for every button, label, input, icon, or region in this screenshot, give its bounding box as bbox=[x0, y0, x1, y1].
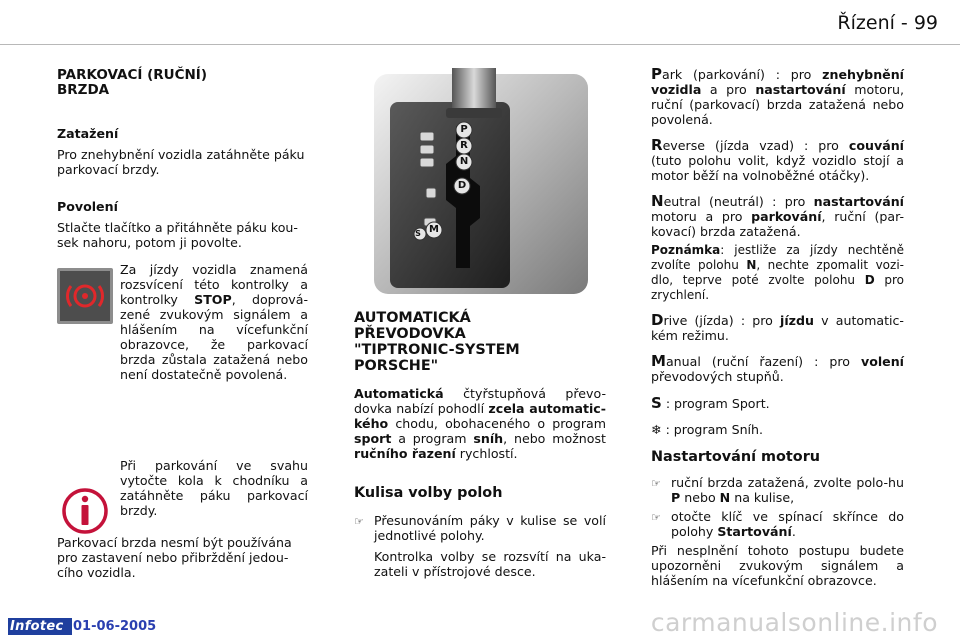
position-p: Park (parkování) : pro znehybnění vozidla a pro nastartování motoru, ruční (parkovací) brzda zatažená nebo povolená. bbox=[651, 65, 904, 127]
hand-pointer-icon: ☞ bbox=[651, 477, 661, 490]
gear-selector-photo bbox=[352, 68, 596, 296]
position-d: Drive (jízda) : pro jízdu v automatic-kém režimu. bbox=[651, 311, 904, 343]
gear-positions-section bbox=[651, 67, 904, 437]
position-r: Reverse (jízda vzad) : pro couvání (tuto polohu volit, když vozidlo stojí a motor běží na volnoběžné otáčky). bbox=[651, 136, 904, 183]
hand-pointer-icon: ☞ bbox=[354, 515, 364, 528]
engage-text: Pro znehybnění vozidla zatáhněte páku parkovací brzdy. bbox=[57, 147, 305, 177]
engage-title: Zatažení bbox=[57, 126, 119, 141]
selector-note: Kontrolka volby se rozsvítí na uka-zateli v přístrojové desce. bbox=[374, 549, 606, 579]
position-n: Neutral (neutrál) : pro nastartování motoru a pro parkování, ruční (par-kovací) brzda zatažená. bbox=[651, 192, 904, 239]
info-text: Při parkování ve svahu vytočte kola k chodníku a zatáhněte páku parkovací brzdy. bbox=[120, 458, 308, 518]
program-snow: ❄ : program Sníh. bbox=[651, 422, 764, 437]
brake-warning-icon bbox=[57, 268, 113, 324]
position-m: Manual (ruční řazení) : pro volení převodových stupňů. bbox=[651, 352, 904, 384]
page-title: Řízení - 99 bbox=[837, 12, 938, 34]
neutral-note: Poznámka: jestliže za jízdy nechtěně zvolíte polohu N, nechte zpomalit vozi-dlo, teprve poté zvolte polohu D pro zrychlení. bbox=[651, 243, 905, 302]
selector-heading: Kulisa volby poloh bbox=[354, 485, 503, 501]
brake-warning-text: Za jízdy vozidla znamená rozsvícení této kontrolky a kontrolky STOP, doprová-zené zvukovým signálem a hlášením na vícefunkční obrazovce, že parkovací brzda zůstala zatažená nebo není dostatečně povolená. bbox=[120, 262, 308, 382]
info-text-2: Parkovací brzda nesmí být používána pro zastavení nebo přibrždění jedou-cího vozidla. bbox=[57, 535, 292, 580]
engine-start-heading: Nastartování motoru bbox=[651, 449, 821, 465]
release-title: Povolení bbox=[57, 199, 118, 214]
transmission-section bbox=[354, 310, 606, 579]
selector-bullet: ☞ Přesunováním páky v kulise se volí jednotlivé polohy. bbox=[354, 513, 606, 543]
gear-label-r: R bbox=[460, 140, 468, 151]
engine-start-warning: Při nesplnění tohoto postupu budete upozorněni zvukovým signálem a hlášením na vícefunkční obrazovce. bbox=[651, 543, 904, 588]
release-text: Stlačte tlačítko a přitáhněte páku kou-sek nahoru, potom ji povolte. bbox=[57, 220, 298, 250]
gear-label-m: M bbox=[429, 224, 439, 235]
transmission-intro: Automatická čtyřstupňová převo-dovka nabízí pohodlí zcela automatic-kého chodu, obohaceného o program sport a program sníh, nebo možnost ručního řazení rychlostí. bbox=[354, 386, 606, 461]
gear-label-s: S bbox=[415, 229, 421, 238]
gear-label-n: N bbox=[459, 156, 469, 167]
info-icon bbox=[60, 486, 110, 536]
snowflake-icon: ❄ bbox=[651, 422, 662, 437]
position-s: S : program Sport. bbox=[651, 394, 770, 412]
parking-brake-heading: PARKOVACÍ (RUČNÍ) BRZDA bbox=[57, 67, 208, 98]
header-rule bbox=[0, 44, 960, 45]
infotec-logo: Infotec bbox=[8, 618, 72, 635]
footer-date: 01-06-2005 bbox=[73, 619, 157, 634]
engine-start-bullet-2: ☞ otočte klíč ve spínací skřínce do polohy Startování. bbox=[651, 509, 904, 539]
hand-pointer-icon: ☞ bbox=[651, 511, 661, 524]
watermark: carmanualsonline.info bbox=[650, 608, 938, 637]
engine-start-section bbox=[651, 449, 904, 588]
engine-start-bullet-1: ☞ ruční brzda zatažená, zvolte polo-hu P nebo N na kulise, bbox=[651, 475, 904, 505]
parking-brake-section bbox=[57, 68, 309, 250]
transmission-heading: AUTOMATICKÁ PŘEVODOVKA "TIPTRONIC-SYSTEM PORSCHE" bbox=[354, 310, 520, 374]
gear-label-p: P bbox=[460, 124, 468, 135]
gear-label-d: D bbox=[457, 180, 467, 191]
